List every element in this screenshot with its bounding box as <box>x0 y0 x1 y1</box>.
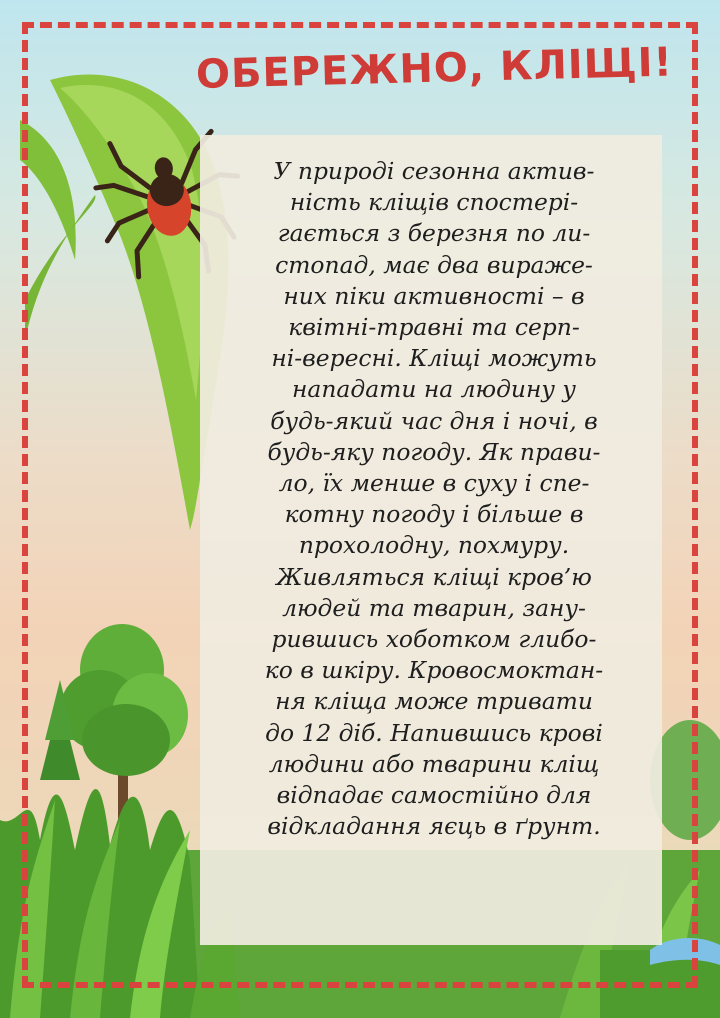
poster-title: ОБЕРЕЖНО, КЛІЩІ! <box>195 39 674 98</box>
body-text: У природі сезонна актив- ність кліщів спостері- гається з березня по ли- стопад, має два виражe- них піки активності – в квітні-травні та серп- ні-вересні. Кліщі можуть нападати на людину у будь-який час дня і ночі, в будь-яку погоду. Як прави- ло, їх менше в суху і спе- котну погоду і більше в прохолодну, похмуру. Живляться кліщі кров’ю людей та тварин, зану- рившись хоботком глибо- ко в шкіру. Кровосмоктан- ня кліща може тривати до 12 діб. Напившись крові людини або тварини кліщ відпадає самостійно для відкладання яєць в ґрунт. <box>264 157 604 841</box>
